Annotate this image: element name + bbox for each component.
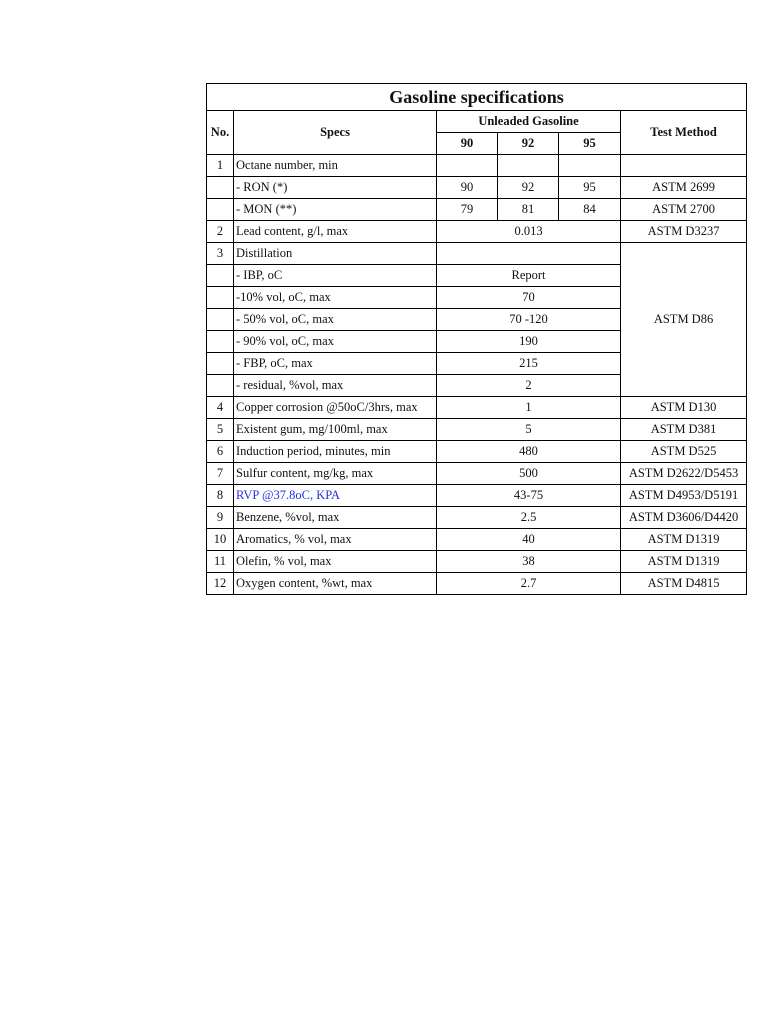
value-90: 90 <box>437 177 498 199</box>
row-number: 10 <box>207 529 234 551</box>
test-method-header: Test Method <box>621 111 747 155</box>
table-row <box>207 177 747 199</box>
row-number: 7 <box>207 463 234 485</box>
spec-value: 215 <box>437 353 621 375</box>
spec-value: 40 <box>437 529 621 551</box>
spec-name: Benzene, %vol, max <box>234 507 437 529</box>
test-method: ASTM D3237 <box>621 221 747 243</box>
spec-value: 38 <box>437 551 621 573</box>
row-number <box>207 265 234 287</box>
spec-value: Report <box>437 265 621 287</box>
test-method: ASTM D3606/D4420 <box>621 507 747 529</box>
row-number: 1 <box>207 155 234 177</box>
test-method: ASTM D525 <box>621 441 747 463</box>
spec-value: 5 <box>437 419 621 441</box>
grade-95-header: 95 <box>559 133 621 155</box>
row-number <box>207 177 234 199</box>
table-row <box>207 485 747 507</box>
spec-name: Octane number, min <box>234 155 437 177</box>
table-row <box>207 155 747 177</box>
spec-name: - RON (*) <box>234 177 437 199</box>
spec-name: Existent gum, mg/100ml, max <box>234 419 437 441</box>
row-number <box>207 287 234 309</box>
row-number <box>207 331 234 353</box>
test-method: ASTM D381 <box>621 419 747 441</box>
value-95: 95 <box>559 177 621 199</box>
value-90: 79 <box>437 199 498 221</box>
spec-name: Induction period, minutes, min <box>234 441 437 463</box>
spec-name: Aromatics, % vol, max <box>234 529 437 551</box>
test-method: ASTM D1319 <box>621 551 747 573</box>
spec-value <box>437 243 621 265</box>
row-number <box>207 199 234 221</box>
spec-name: Copper corrosion @50oC/3hrs, max <box>234 397 437 419</box>
unleaded-gasoline-header: Unleaded Gasoline <box>437 111 621 133</box>
spec-name: Sulfur content, mg/kg, max <box>234 463 437 485</box>
test-method: ASTM 2699 <box>621 177 747 199</box>
row-number: 9 <box>207 507 234 529</box>
value-92: 81 <box>498 199 559 221</box>
table-row <box>207 397 747 419</box>
row-number <box>207 353 234 375</box>
test-method: ASTM D2622/D5453 <box>621 463 747 485</box>
spec-name-link[interactable]: RVP @37.8oC, KPA <box>234 485 437 507</box>
spec-name: -10% vol, oC, max <box>234 287 437 309</box>
row-number: 6 <box>207 441 234 463</box>
spec-name: Oxygen content, %wt, max <box>234 573 437 595</box>
row-number <box>207 309 234 331</box>
row-number: 3 <box>207 243 234 265</box>
row-number: 8 <box>207 485 234 507</box>
row-number: 5 <box>207 419 234 441</box>
table-row <box>207 441 747 463</box>
value-95: 84 <box>559 199 621 221</box>
row-number: 11 <box>207 551 234 573</box>
table-row <box>207 199 747 221</box>
spec-name: Olefin, % vol, max <box>234 551 437 573</box>
page-title: Gasoline specifications <box>207 84 747 111</box>
spec-value: 2.5 <box>437 507 621 529</box>
row-number: 2 <box>207 221 234 243</box>
test-method: ASTM D1319 <box>621 529 747 551</box>
spec-value: 480 <box>437 441 621 463</box>
table-row <box>207 551 747 573</box>
value-92: 92 <box>498 177 559 199</box>
table-row <box>207 221 747 243</box>
grade-92-header: 92 <box>498 133 559 155</box>
spec-value: 190 <box>437 331 621 353</box>
spec-name: Lead content, g/l, max <box>234 221 437 243</box>
spec-value: 2 <box>437 375 621 397</box>
table-row <box>207 419 747 441</box>
test-method: ASTM D4815 <box>621 573 747 595</box>
spec-name: - 90% vol, oC, max <box>234 331 437 353</box>
no-header: No. <box>207 111 234 155</box>
gasoline-spec-table <box>206 83 747 595</box>
row-number: 4 <box>207 397 234 419</box>
spec-name: - MON (**) <box>234 199 437 221</box>
spec-value: 70 -120 <box>437 309 621 331</box>
spec-name: - IBP, oC <box>234 265 437 287</box>
spec-name: - FBP, oC, max <box>234 353 437 375</box>
spec-name: Distillation <box>234 243 437 265</box>
spec-name: - residual, %vol, max <box>234 375 437 397</box>
test-method: ASTM D4953/D5191 <box>621 485 747 507</box>
spec-value: 43-75 <box>437 485 621 507</box>
spec-value: 70 <box>437 287 621 309</box>
grade-90-header: 90 <box>437 133 498 155</box>
spec-value: 500 <box>437 463 621 485</box>
table-row <box>207 463 747 485</box>
test-method: ASTM 2700 <box>621 199 747 221</box>
test-method <box>621 155 747 177</box>
value-92 <box>498 155 559 177</box>
value-95 <box>559 155 621 177</box>
test-method: ASTM D130 <box>621 397 747 419</box>
distillation-test-method: ASTM D86 <box>621 243 747 397</box>
spec-name: - 50% vol, oC, max <box>234 309 437 331</box>
row-number: 12 <box>207 573 234 595</box>
table-row <box>207 243 747 265</box>
spec-value: 2.7 <box>437 573 621 595</box>
table-row <box>207 573 747 595</box>
value-90 <box>437 155 498 177</box>
row-number <box>207 375 234 397</box>
spec-value: 1 <box>437 397 621 419</box>
spec-value: 0.013 <box>437 221 621 243</box>
table-row <box>207 507 747 529</box>
table-row <box>207 529 747 551</box>
specs-header: Specs <box>234 111 437 155</box>
